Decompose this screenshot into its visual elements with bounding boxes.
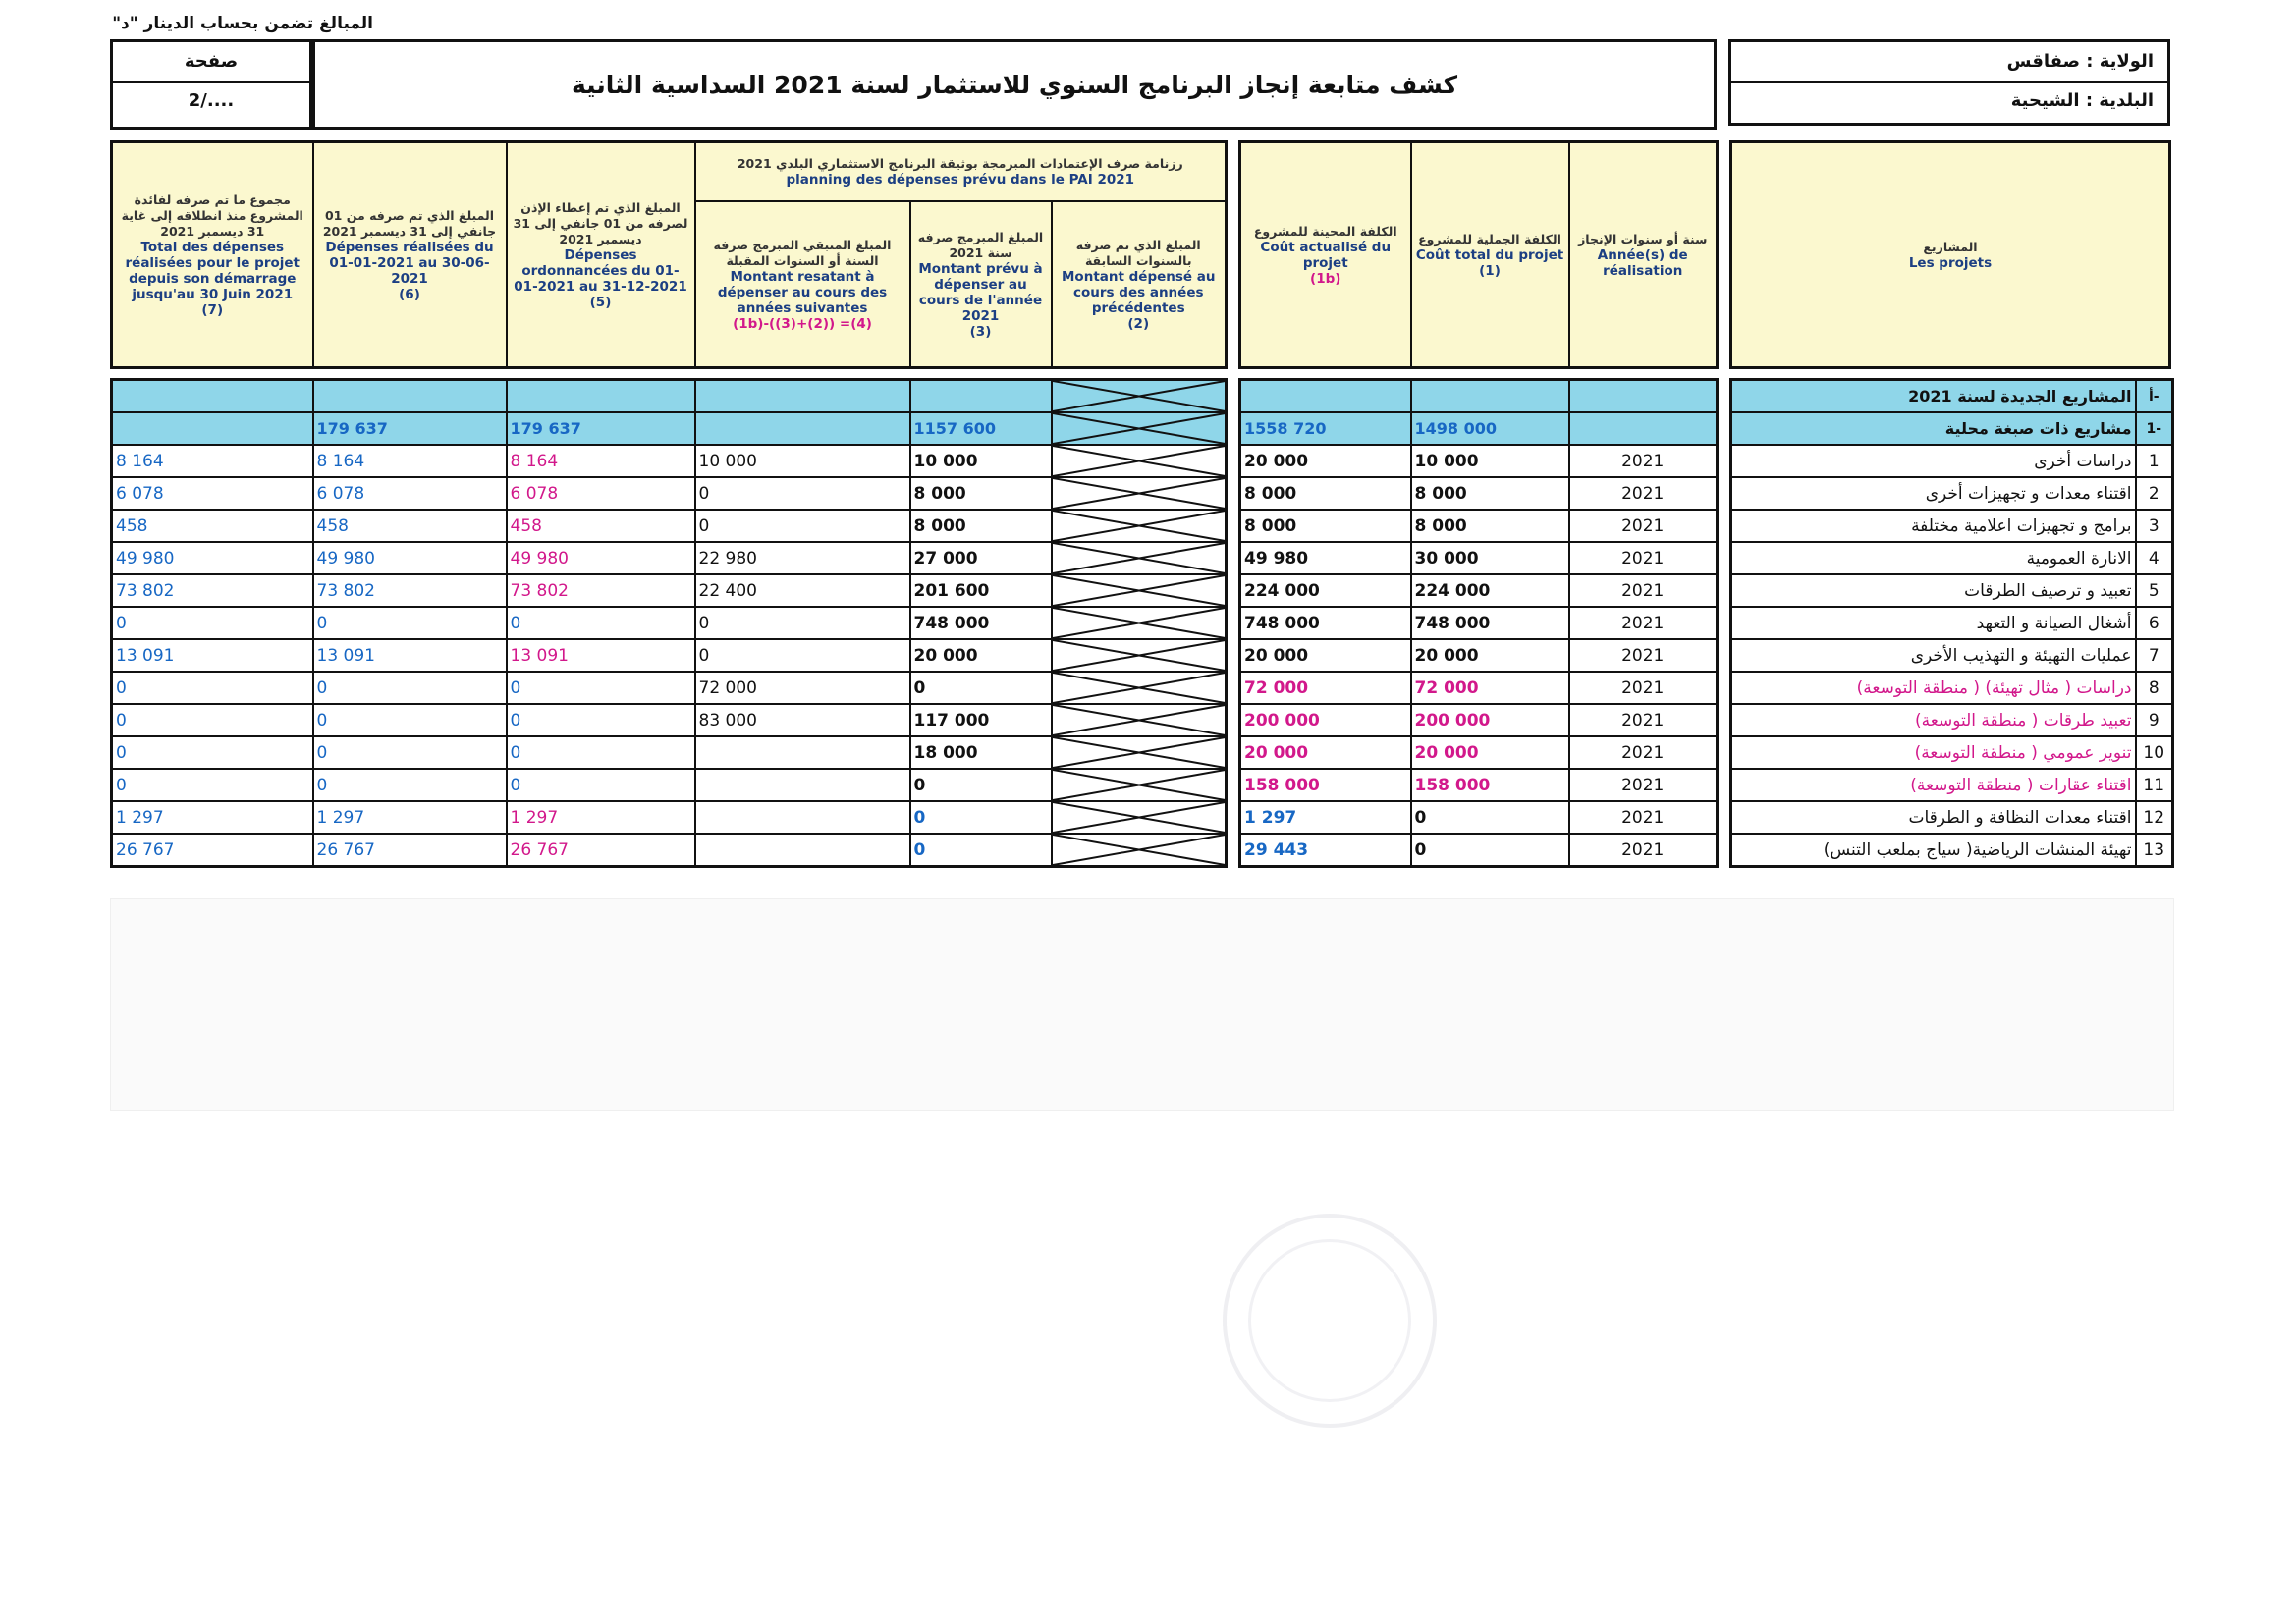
- project-index-cell: 9: [2136, 704, 2173, 736]
- planned-cell: 8 000: [910, 477, 1052, 510]
- header-cost-actual: [1240, 142, 1411, 368]
- cost-actual-cell: 748 000: [1240, 607, 1411, 639]
- band-cell-total: [112, 380, 313, 413]
- cost-total-cell: 20 000: [1411, 736, 1569, 769]
- project-label-cell: تهيئة المنشات الرياضية( سياج بملعب التنس): [1731, 834, 2136, 867]
- sub1-year: [1569, 412, 1718, 445]
- page-number: 2/....: [113, 81, 309, 117]
- crossed-out-mark: [1053, 543, 1226, 573]
- realised-cell: 26 767: [313, 834, 507, 867]
- remaining-cell: [695, 736, 910, 769]
- cost-total-cell: 8 000: [1411, 510, 1569, 542]
- ordered-cell: 1 297: [507, 801, 695, 834]
- cost-actual-cell: 224 000: [1240, 574, 1411, 607]
- sub1-planned: 1157 600: [910, 412, 1052, 445]
- header-planning: [695, 142, 1227, 202]
- ordered-cell: 0: [507, 607, 695, 639]
- sub1-realised: 179 637: [313, 412, 507, 445]
- project-label-cell: دراسات أخرى: [1731, 445, 2136, 477]
- realised-cell: 0: [313, 704, 507, 736]
- prev-cell: [1052, 445, 1227, 477]
- prev-cell: [1052, 769, 1227, 801]
- year-cell: 2021: [1569, 736, 1718, 769]
- planned-cell: 201 600: [910, 574, 1052, 607]
- crossed-out-mark: [1053, 511, 1226, 541]
- header-projects-ar: المشاريع: [1923, 239, 1978, 254]
- header-remaining-ref: (1b)-((3)+(2)) =(4): [733, 315, 872, 332]
- total-cell: 73 802: [112, 574, 313, 607]
- cost-actual-cell: 49 980: [1240, 542, 1411, 574]
- header-remaining-fr: Montant resatant à dépenser au cours des années suivantes: [717, 268, 888, 316]
- table-row: [1240, 769, 1718, 801]
- remaining-cell: 0: [695, 639, 910, 672]
- table-row: [1731, 736, 2173, 769]
- sub1-idx: 1-: [2136, 412, 2173, 445]
- sub1-cost-total: 1498 000: [1411, 412, 1569, 445]
- header-years-ar: سنة أو سنوات الإنجاز: [1578, 231, 1708, 246]
- table-row: [1240, 542, 1718, 574]
- table-row: [1240, 639, 1718, 672]
- cost-total-cell: 200 000: [1411, 704, 1569, 736]
- project-label-cell: تعبيد طرقات ( منطقة التوسعة): [1731, 704, 2136, 736]
- crossed-out-mark: [1053, 770, 1226, 800]
- realised-cell: 6 078: [313, 477, 507, 510]
- crossed-out-mark: [1053, 673, 1226, 703]
- header-cost-total-ar: الكلفة الجملية للمشروع: [1418, 231, 1561, 246]
- sub1-prev: [1052, 412, 1227, 445]
- project-label-cell: تنوير عمومي ( منطقة التوسعة): [1731, 736, 2136, 769]
- project-index-cell: 2: [2136, 477, 2173, 510]
- prev-cell: [1052, 510, 1227, 542]
- table-row: [1240, 672, 1718, 704]
- header-cost-actual-ref: (1b): [1310, 270, 1341, 287]
- table-row: [1731, 704, 2173, 736]
- header-realised: [313, 142, 507, 368]
- document-title: كشف متابعة إنجاز البرنامج السنوي للاستثمار لسنة 2021 السداسية الثانية: [312, 39, 1717, 130]
- crossed-out-mark: [1053, 413, 1226, 444]
- header-remaining: [695, 201, 910, 368]
- prev-cell: [1052, 736, 1227, 769]
- location-box: [1728, 39, 2170, 126]
- table-row: [1240, 445, 1718, 477]
- realised-cell: 49 980: [313, 542, 507, 574]
- remaining-cell: 22 980: [695, 542, 910, 574]
- band-cell-planned: [910, 380, 1052, 413]
- header-prev-ref: (2): [1127, 315, 1150, 332]
- project-index-cell: 11: [2136, 769, 2173, 801]
- crossed-out-mark: [1053, 640, 1226, 671]
- header-total-ref: (7): [201, 301, 224, 318]
- table-row: [1731, 542, 2173, 574]
- project-index-cell: 8: [2136, 672, 2173, 704]
- project-label-cell: تعبيد و ترصيف الطرقات: [1731, 574, 2136, 607]
- realised-cell: 0: [313, 607, 507, 639]
- ordered-cell: 0: [507, 704, 695, 736]
- header-planned-ar: المبلغ المبرمج صرفه سنة 2021: [917, 229, 1044, 260]
- project-label-cell: الانارة العمومية: [1731, 542, 2136, 574]
- header-planned: [910, 201, 1052, 368]
- table-row: [112, 736, 1227, 769]
- page-label: صفحة: [184, 50, 239, 72]
- band-row-section-a: [1240, 380, 1718, 413]
- baladia-label: البلدية : الشيحية: [1731, 81, 2167, 117]
- realised-cell: 0: [313, 672, 507, 704]
- year-cell: 2021: [1569, 801, 1718, 834]
- table-row: [1731, 801, 2173, 834]
- project-label-cell: أشغال الصيانة و التعهد: [1731, 607, 2136, 639]
- header-ordered: [507, 142, 695, 368]
- realised-cell: 13 091: [313, 639, 507, 672]
- cost-actual-cell: 20 000: [1240, 445, 1411, 477]
- total-cell: 8 164: [112, 445, 313, 477]
- ordered-cell: 49 980: [507, 542, 695, 574]
- table-row: [1731, 445, 2173, 477]
- header-ordered-ar: المبلغ الذي تم إعطاء الإذن لصرفه من 01 جانفي إلى 31 ديسمبر 2021: [513, 199, 688, 246]
- header-years: [1569, 142, 1718, 368]
- remaining-cell: [695, 769, 910, 801]
- table-row: [112, 574, 1227, 607]
- ordered-cell: 73 802: [507, 574, 695, 607]
- prev-cell: [1052, 834, 1227, 867]
- planned-cell: 0: [910, 801, 1052, 834]
- year-cell: 2021: [1569, 510, 1718, 542]
- subsection-1-row: [1731, 412, 2173, 445]
- header-years-fr: Année(s) de réalisation: [1597, 246, 1688, 279]
- ordered-cell: 8 164: [507, 445, 695, 477]
- remaining-cell: 0: [695, 510, 910, 542]
- table-row: [112, 672, 1227, 704]
- total-cell: 49 980: [112, 542, 313, 574]
- year-cell: 2021: [1569, 445, 1718, 477]
- band-cell-realised: [313, 380, 507, 413]
- total-cell: 13 091: [112, 639, 313, 672]
- project-index-cell: 7: [2136, 639, 2173, 672]
- cost-actual-cell: 29 443: [1240, 834, 1411, 867]
- crossed-out-mark: [1053, 835, 1226, 865]
- header-planning-fr: planning des dépenses prévu dans le PAI 2021: [786, 172, 1135, 188]
- year-cell: 2021: [1569, 477, 1718, 510]
- realised-cell: 458: [313, 510, 507, 542]
- remaining-cell: 72 000: [695, 672, 910, 704]
- band-cell-prev: [1052, 380, 1227, 413]
- cost-actual-cell: 1 297: [1240, 801, 1411, 834]
- subsection-1-amounts: [112, 412, 1227, 445]
- planned-cell: 0: [910, 672, 1052, 704]
- planned-cell: 0: [910, 834, 1052, 867]
- remaining-cell: 0: [695, 477, 910, 510]
- cost-actual-cell: 72 000: [1240, 672, 1411, 704]
- year-cell: 2021: [1569, 607, 1718, 639]
- table-row: [112, 510, 1227, 542]
- total-cell: 6 078: [112, 477, 313, 510]
- project-index-cell: 4: [2136, 542, 2173, 574]
- prev-cell: [1052, 607, 1227, 639]
- project-index-cell: 12: [2136, 801, 2173, 834]
- total-cell: 0: [112, 736, 313, 769]
- sub1-cost-actual: 1558 720: [1240, 412, 1411, 445]
- planned-cell: 117 000: [910, 704, 1052, 736]
- cost-actual-cell: 200 000: [1240, 704, 1411, 736]
- year-cell: 2021: [1569, 704, 1718, 736]
- year-cell: 2021: [1569, 574, 1718, 607]
- page-number-box: [110, 39, 312, 130]
- table-row: [1240, 477, 1718, 510]
- table-row: [1240, 834, 1718, 867]
- left-header-table: [110, 140, 1228, 369]
- realised-cell: 8 164: [313, 445, 507, 477]
- ordered-cell: 26 767: [507, 834, 695, 867]
- ordered-cell: 6 078: [507, 477, 695, 510]
- header-ordered-ref: (5): [589, 294, 612, 310]
- cost-actual-cell: 20 000: [1240, 736, 1411, 769]
- header-realised-fr: Dépenses réalisées du 01-01-2021 au 30-06-2021: [325, 239, 494, 287]
- header-planning-ar: رزنامة صرف الإعتمادات المبرمجة بوثيقة البرنامج الاستثماري البلدي 2021: [737, 156, 1183, 171]
- projects-table: [1729, 378, 2174, 868]
- band-cell-ordered: [507, 380, 695, 413]
- project-label-cell: اقتناء معدات النظافة و الطرقات: [1731, 801, 2136, 834]
- table-row: [1731, 639, 2173, 672]
- header-cost-total-ref: (1): [1479, 262, 1501, 279]
- total-cell: 0: [112, 672, 313, 704]
- subsection-1-costs: [1240, 412, 1718, 445]
- cost-total-cell: 20 000: [1411, 639, 1569, 672]
- crossed-out-mark: [1053, 802, 1226, 833]
- header-planned-ref: (3): [969, 323, 992, 340]
- cost-total-cell: 72 000: [1411, 672, 1569, 704]
- table-row: [112, 639, 1227, 672]
- cost-total-cell: 8 000: [1411, 477, 1569, 510]
- planned-cell: 8 000: [910, 510, 1052, 542]
- project-index-cell: 5: [2136, 574, 2173, 607]
- project-label-cell: دراسات ( مثال تهيئة) ( منطقة التوسعة): [1731, 672, 2136, 704]
- header-total: [112, 142, 313, 368]
- cost-total-cell: 748 000: [1411, 607, 1569, 639]
- currency-note: المبالغ تضمن بحساب الدينار "د": [112, 14, 373, 33]
- remaining-cell: 83 000: [695, 704, 910, 736]
- table-row: [1731, 574, 2173, 607]
- ordered-cell: 0: [507, 769, 695, 801]
- total-cell: 0: [112, 769, 313, 801]
- year-cell: 2021: [1569, 834, 1718, 867]
- header-total-fr: Total des dépenses réalisées pour le projet depuis son démarrage jusqu'au 30 Juin 2021: [125, 239, 300, 302]
- crossed-out-mark: [1053, 446, 1226, 476]
- costs-table: [1238, 378, 1719, 868]
- remaining-cell: 0: [695, 607, 910, 639]
- planned-cell: 18 000: [910, 736, 1052, 769]
- table-row: [112, 542, 1227, 574]
- table-row: [1240, 607, 1718, 639]
- total-cell: 458: [112, 510, 313, 542]
- header-cost-actual-fr: Coût actualisé du projet: [1260, 239, 1392, 271]
- header-prev-ar: المبلغ الذي تم صرفه بالسنوات السابقة: [1075, 237, 1201, 268]
- table-row: [112, 445, 1227, 477]
- total-cell: 1 297: [112, 801, 313, 834]
- prev-cell: [1052, 639, 1227, 672]
- total-cell: 26 767: [112, 834, 313, 867]
- header-remaining-ar: المبلغ المتبقي المبرمج صرفه السنة أو السنوات المقبلة: [713, 237, 892, 268]
- total-cell: 0: [112, 704, 313, 736]
- table-row: [1240, 736, 1718, 769]
- cost-total-cell: 224 000: [1411, 574, 1569, 607]
- table-row: [1240, 510, 1718, 542]
- header-realised-ref: (6): [399, 286, 420, 302]
- project-index-cell: 10: [2136, 736, 2173, 769]
- crossed-out-mark: [1053, 381, 1226, 411]
- crossed-out-mark: [1053, 478, 1226, 509]
- project-label-cell: برامج و تجهيزات اعلامية مختلفة: [1731, 510, 2136, 542]
- remaining-cell: [695, 834, 910, 867]
- header-realised-ar: المبلغ الذي تم صرفه من 01 جانفي إلى 31 ديسمبر 2021: [322, 207, 497, 239]
- header-cost-total: [1411, 142, 1569, 368]
- cost-actual-cell: 8 000: [1240, 510, 1411, 542]
- planned-cell: 27 000: [910, 542, 1052, 574]
- header-projects: [1731, 142, 2170, 368]
- crossed-out-mark: [1053, 575, 1226, 606]
- year-cell: 2021: [1569, 639, 1718, 672]
- project-label-cell: عمليات التهيئة و التهذيب الأخرى: [1731, 639, 2136, 672]
- prev-cell: [1052, 477, 1227, 510]
- year-cell: 2021: [1569, 672, 1718, 704]
- table-row: [112, 769, 1227, 801]
- cost-actual-cell: 20 000: [1240, 639, 1411, 672]
- remaining-cell: [695, 801, 910, 834]
- year-cell: 2021: [1569, 542, 1718, 574]
- project-index-cell: 3: [2136, 510, 2173, 542]
- header-planned-fr: Montant prévu à dépenser au cours de l'année 2021: [918, 260, 1043, 324]
- sub1-total: [112, 412, 313, 445]
- prev-cell: [1052, 574, 1227, 607]
- ordered-cell: 0: [507, 736, 695, 769]
- project-index-cell: 6: [2136, 607, 2173, 639]
- header-prev: [1052, 201, 1227, 368]
- table-row: [1240, 574, 1718, 607]
- year-cell: 2021: [1569, 769, 1718, 801]
- cost-total-cell: 10 000: [1411, 445, 1569, 477]
- band-cell-year: [1569, 380, 1718, 413]
- crossed-out-mark: [1053, 737, 1226, 768]
- cost-total-cell: 158 000: [1411, 769, 1569, 801]
- project-label-cell: اقتناء معدات و تجهيزات أخرى: [1731, 477, 2136, 510]
- cost-total-cell: 0: [1411, 834, 1569, 867]
- amounts-table: [110, 378, 1228, 868]
- table-row: [1731, 607, 2173, 639]
- table-row: [1731, 834, 2173, 867]
- project-label-cell: اقتناء عقارات ( منطقة التوسعة): [1731, 769, 2136, 801]
- sub1-label: مشاريع ذات صبغة محلية: [1731, 412, 2136, 445]
- header-cost-total-fr: Coût total du projet: [1415, 246, 1564, 263]
- planned-cell: 748 000: [910, 607, 1052, 639]
- table-row: [1240, 704, 1718, 736]
- ordered-cell: 458: [507, 510, 695, 542]
- crossed-out-mark: [1053, 608, 1226, 638]
- prev-cell: [1052, 704, 1227, 736]
- planned-cell: 0: [910, 769, 1052, 801]
- sub1-ordered: 179 637: [507, 412, 695, 445]
- project-index-cell: 13: [2136, 834, 2173, 867]
- total-cell: 0: [112, 607, 313, 639]
- header-projects-fr: Les projets: [1908, 254, 1993, 271]
- table-row: [1240, 801, 1718, 834]
- table-row: [1731, 769, 2173, 801]
- table-row: [1731, 672, 2173, 704]
- right-header-table: [1729, 140, 2171, 369]
- table-row: [112, 834, 1227, 867]
- realised-cell: 0: [313, 769, 507, 801]
- table-row: [1731, 477, 2173, 510]
- realised-cell: 1 297: [313, 801, 507, 834]
- wilaya-label: الولاية : صفاقس: [2006, 50, 2154, 72]
- faded-seal: [1223, 1214, 1437, 1428]
- cost-actual-cell: 8 000: [1240, 477, 1411, 510]
- ordered-cell: 13 091: [507, 639, 695, 672]
- table-row: [112, 704, 1227, 736]
- band-cell-cost-total: [1411, 380, 1569, 413]
- header-total-ar: مجموع ما تم صرفه لفائدة المشروع منذ انطلاقه إلى غاية 31 ديسمبر 2021: [121, 191, 303, 239]
- crossed-out-mark: [1053, 705, 1226, 735]
- bleed-through-table: [110, 898, 2174, 1111]
- prev-cell: [1052, 672, 1227, 704]
- header-prev-fr: Montant dépensé au cours des années précédentes: [1062, 268, 1216, 316]
- sub1-remaining: [695, 412, 910, 445]
- table-row: [1731, 510, 2173, 542]
- band-row-section-a: [112, 380, 1227, 413]
- project-index-cell: 1: [2136, 445, 2173, 477]
- remaining-cell: 10 000: [695, 445, 910, 477]
- planned-cell: 10 000: [910, 445, 1052, 477]
- band-cell-cost-actual: [1240, 380, 1411, 413]
- cost-total-cell: 30 000: [1411, 542, 1569, 574]
- band-cell-remaining: [695, 380, 910, 413]
- section-a-label: المشاريع الجديدة لسنة 2021: [1731, 380, 2136, 413]
- header-cost-actual-ar: الكلفة المحينة للمشروع: [1253, 223, 1397, 239]
- table-row: [112, 801, 1227, 834]
- realised-cell: 73 802: [313, 574, 507, 607]
- table-row: [112, 477, 1227, 510]
- realised-cell: 0: [313, 736, 507, 769]
- header-ordered-fr: Dépenses ordonnancées du 01-01-2021 au 31-12-2021: [514, 246, 687, 295]
- cost-actual-cell: 158 000: [1240, 769, 1411, 801]
- prev-cell: [1052, 542, 1227, 574]
- cost-total-cell: 0: [1411, 801, 1569, 834]
- section-a-idx: أ-: [2136, 380, 2173, 413]
- table-row: [112, 607, 1227, 639]
- planned-cell: 20 000: [910, 639, 1052, 672]
- prev-cell: [1052, 801, 1227, 834]
- remaining-cell: 22 400: [695, 574, 910, 607]
- middle-header-table: [1238, 140, 1719, 369]
- ordered-cell: 0: [507, 672, 695, 704]
- section-a-row: [1731, 380, 2173, 413]
